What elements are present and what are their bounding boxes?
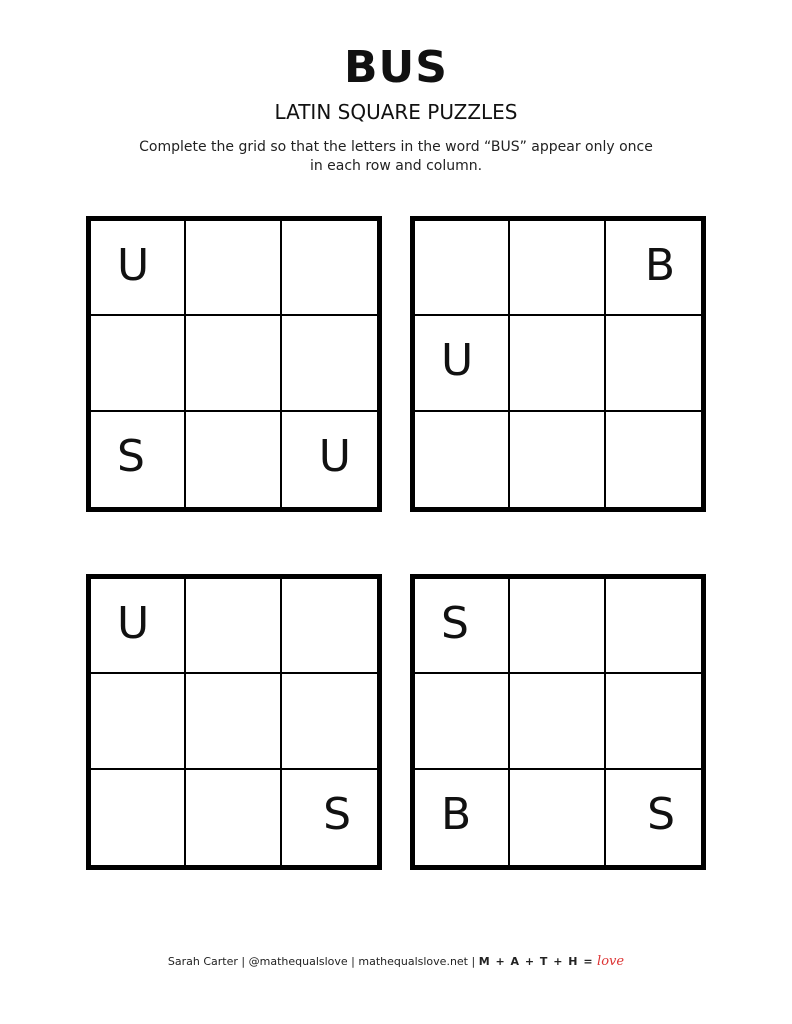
instructions-line-2: in each row and column. [309,158,483,174]
cell-letter: U [441,335,474,387]
footer-site: mathequalslove.net [358,955,468,968]
cell-letter: B [644,240,675,291]
grid-cell[interactable] [510,316,605,411]
grid-cell[interactable] [282,316,377,411]
footer-author: Sarah Carter [167,955,238,968]
grid-cell[interactable] [510,579,605,674]
footer-separator: | [237,955,249,968]
footer [0,954,792,970]
footer-handle: @mathequalslove [248,955,348,968]
grid-cell[interactable] [91,579,186,674]
grid-cell[interactable] [282,221,377,316]
grid-cell[interactable] [415,674,510,769]
cell-letter: S [323,788,351,840]
grid-cell[interactable] [186,412,281,507]
grid-cell[interactable] [606,674,701,769]
cell-letter: U [318,430,351,482]
grid-cell[interactable] [91,770,186,865]
grid-cell[interactable] [510,770,605,865]
grid-cell[interactable] [415,221,510,316]
cell-letter: S [647,788,675,840]
grid-cell[interactable] [186,770,281,865]
grid-cell[interactable] [606,316,701,411]
footer-separator: | [347,955,359,968]
grid-cell[interactable] [510,412,605,507]
grid-cell[interactable] [91,412,186,507]
instructions [96,138,696,176]
grid-cell[interactable] [91,221,186,316]
grid-cell[interactable] [282,674,377,769]
grid-cell[interactable] [91,316,186,411]
grid-cell[interactable] [186,316,281,411]
footer-brand: M + A + T + H = [478,955,594,968]
grid-cell[interactable] [282,412,377,507]
grid-cell[interactable] [415,316,510,411]
grid-cell[interactable] [606,412,701,507]
grid-cell[interactable] [606,579,701,674]
footer-separator: | [468,955,479,968]
cell-letter: U [117,598,150,649]
page-title: BUS [344,42,448,93]
puzzle-grid-1 [86,216,382,512]
cell-letter: B [441,788,472,840]
grid-cell[interactable] [186,674,281,769]
grid-cell[interactable] [606,770,701,865]
grid-cell[interactable] [415,579,510,674]
grid-cell[interactable] [606,221,701,316]
cell-letter: S [441,598,469,649]
footer-brand-love: love [597,954,625,969]
puzzle-grid-3 [86,574,382,870]
instructions-line-1: Complete the grid so that the letters in the word “BUS” appear only once [139,139,653,155]
grid-cell[interactable] [510,221,605,316]
grid-cell[interactable] [91,674,186,769]
grid-cell[interactable] [415,770,510,865]
grid-cell[interactable] [415,412,510,507]
grid-cell[interactable] [186,221,281,316]
puzzle-grid-4 [410,574,706,870]
page-subtitle: LATIN SQUARE PUZZLES [274,100,518,124]
puzzle-grid-2 [410,216,706,512]
grid-cell[interactable] [282,579,377,674]
grid-cell[interactable] [282,770,377,865]
grid-cell[interactable] [186,579,281,674]
grid-cell[interactable] [510,674,605,769]
cell-letter: S [117,430,145,482]
cell-letter: U [117,240,150,291]
